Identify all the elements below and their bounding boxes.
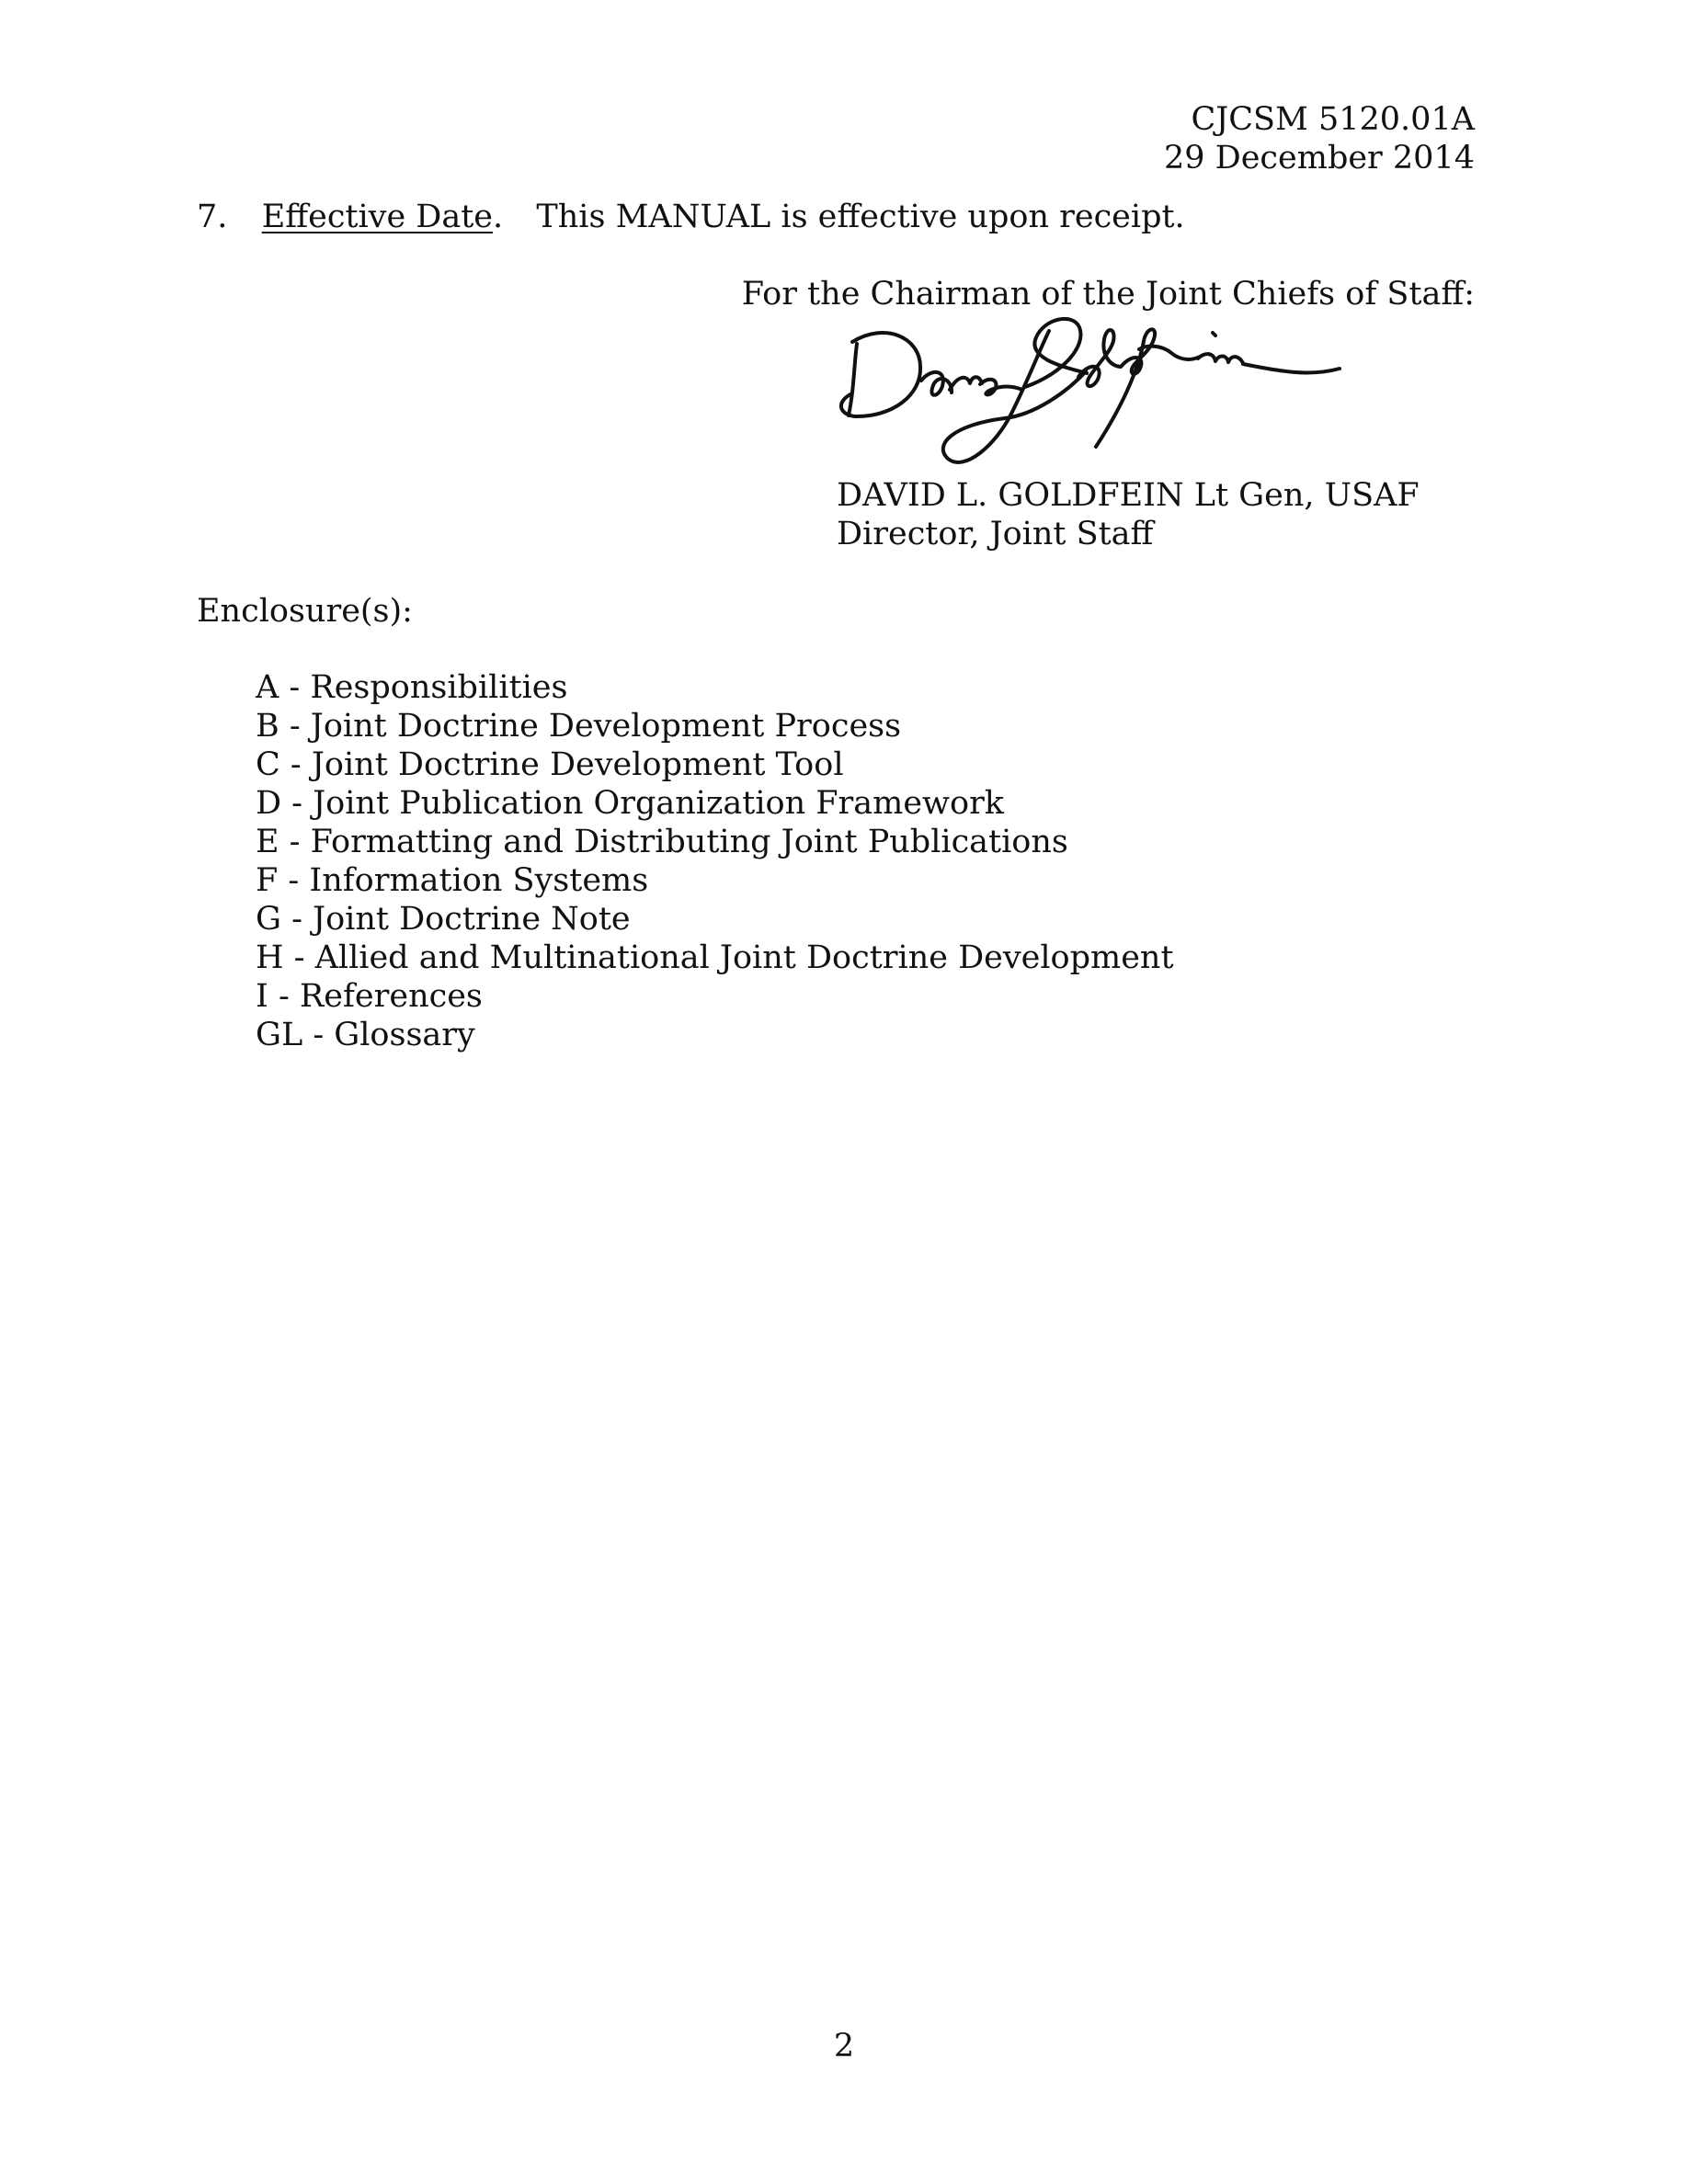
enclosure-item-a: A - Responsibilities <box>256 669 568 706</box>
enclosure-item-h: H - Allied and Multinational Joint Doctrine Development <box>256 939 1174 976</box>
enclosure-item-i: I - References <box>256 978 483 1015</box>
document-number: CJCSM 5120.01A <box>1191 101 1475 138</box>
handwritten-signature <box>832 311 1347 476</box>
document-date: 29 December 2014 <box>1164 140 1475 176</box>
enclosure-item-gl: GL - Glossary <box>256 1017 475 1053</box>
signature-authority-line: For the Chairman of the Joint Chiefs of Staff: <box>741 276 1475 313</box>
enclosure-item-c: C - Joint Doctrine Development Tool <box>256 746 844 783</box>
page-number: 2 <box>833 2028 855 2065</box>
paragraph-heading-punctuation: . <box>493 199 504 235</box>
paragraph-text: This MANUAL is effective upon receipt. <box>536 199 1185 235</box>
enclosure-item-b: B - Joint Doctrine Development Process <box>256 708 902 745</box>
effective-date-paragraph <box>197 198 1185 236</box>
enclosure-item-d: D - Joint Publication Organization Framework <box>256 785 1005 822</box>
enclosure-item-f: F - Information Systems <box>256 862 649 899</box>
enclosure-item-g: G - Joint Doctrine Note <box>256 901 631 938</box>
enclosures-label: Enclosure(s): <box>197 593 413 630</box>
signatory-title: Director, Joint Staff <box>837 516 1154 552</box>
signatory-name: DAVID L. GOLDFEIN Lt Gen, USAF <box>837 477 1420 514</box>
enclosures-list <box>256 668 1174 1054</box>
paragraph-number: 7. <box>197 199 228 235</box>
enclosure-item-e: E - Formatting and Distributing Joint Publications <box>256 824 1068 860</box>
paragraph-heading: Effective Date <box>261 199 493 235</box>
